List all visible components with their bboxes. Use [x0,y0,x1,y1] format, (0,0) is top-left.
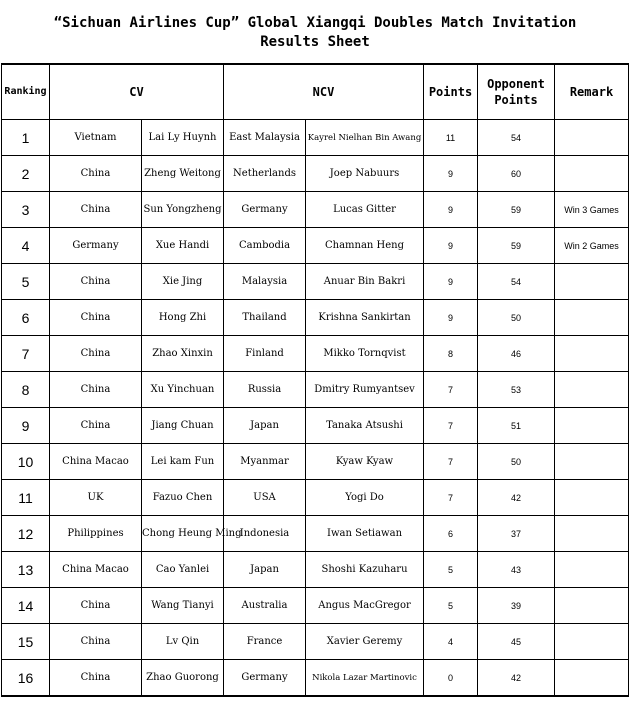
cell-cv-country: China [50,408,142,444]
cell-points: 8 [424,336,478,372]
cell-points: 7 [424,408,478,444]
cell-remark [555,552,629,588]
cell-cv-country: China [50,336,142,372]
cell-cv-player: Cao Yanlei [142,552,224,588]
cell-remark [555,120,629,156]
cell-points: 7 [424,444,478,480]
cell-remark [555,660,629,697]
cell-ncv-player: Shoshi Kazuharu [306,552,424,588]
cell-ncv-player: Krishna Sankirtan [306,300,424,336]
cell-points: 5 [424,588,478,624]
cell-remark [555,516,629,552]
cell-rank: 13 [2,552,50,588]
cell-ncv-country: Russia [224,372,306,408]
cell-points: 7 [424,372,478,408]
cell-rank: 11 [2,480,50,516]
table-row [2,624,629,660]
cell-ncv-country: Malaysia [224,264,306,300]
cell-ncv-country: Japan [224,408,306,444]
cell-cv-country: Philippines [50,516,142,552]
cell-cv-country: China [50,588,142,624]
cell-points: 9 [424,264,478,300]
cell-cv-player: Sun Yongzheng [142,192,224,228]
table-row [2,120,629,156]
cell-cv-player: Fazuo Chen [142,480,224,516]
cell-ncv-country: USA [224,480,306,516]
cell-ncv-country: Australia [224,588,306,624]
cell-cv-country: China [50,192,142,228]
cell-points: 5 [424,552,478,588]
cell-remark [555,588,629,624]
cell-ncv-player: Joep Nabuurs [306,156,424,192]
cell-cv-player: Xu Yinchuan [142,372,224,408]
cell-ncv-player: Chamnan Heng [306,228,424,264]
table-row [2,480,629,516]
cell-cv-country: China Macao [50,444,142,480]
cell-ncv-country: Myanmar [224,444,306,480]
cell-points: 9 [424,300,478,336]
cell-cv-country: China [50,156,142,192]
cell-opponent-points: 60 [478,156,555,192]
cell-ncv-player: Anuar Bin Bakri [306,264,424,300]
table-header [2,64,629,120]
cell-cv-player: Zhao Xinxin [142,336,224,372]
cell-cv-country: China [50,300,142,336]
cell-cv-player: Zheng Weitong [142,156,224,192]
cell-rank: 6 [2,300,50,336]
results-table [1,63,629,697]
cell-points: 6 [424,516,478,552]
cell-cv-player: Lei kam Fun [142,444,224,480]
cell-cv-country: China [50,264,142,300]
cell-opponent-points: 46 [478,336,555,372]
cell-opponent-points: 50 [478,300,555,336]
header-cv: CV [50,64,224,120]
cell-rank: 14 [2,588,50,624]
cell-opponent-points: 59 [478,228,555,264]
cell-rank: 3 [2,192,50,228]
cell-opponent-points: 54 [478,264,555,300]
cell-ncv-player: Iwan Setiawan [306,516,424,552]
table-row [2,444,629,480]
cell-ncv-country: Germany [224,192,306,228]
cell-rank: 10 [2,444,50,480]
cell-rank: 15 [2,624,50,660]
header-opponent-points-line2: Points [494,93,538,107]
cell-points: 9 [424,228,478,264]
cell-remark [555,156,629,192]
cell-ncv-player: Kayrel Nielhan Bin Awang [306,120,424,156]
cell-rank: 1 [2,120,50,156]
cell-cv-player: Zhao Guorong [142,660,224,697]
title-line-2: Results Sheet [260,34,370,50]
cell-remark [555,336,629,372]
cell-opponent-points: 50 [478,444,555,480]
cell-ncv-country: Finland [224,336,306,372]
cell-points: 7 [424,480,478,516]
cell-ncv-country: Cambodia [224,228,306,264]
cell-rank: 2 [2,156,50,192]
cell-ncv-country: Netherlands [224,156,306,192]
cell-opponent-points: 42 [478,660,555,697]
cell-remark [555,444,629,480]
cell-ncv-country: France [224,624,306,660]
header-ncv: NCV [224,64,424,120]
header-remark: Remark [555,64,629,120]
cell-ncv-country: Indonesia [224,516,306,552]
cell-remark [555,408,629,444]
table-row [2,660,629,697]
cell-cv-country: China Macao [50,552,142,588]
cell-opponent-points: 37 [478,516,555,552]
cell-remark [555,372,629,408]
cell-remark [555,624,629,660]
cell-ncv-player: Tanaka Atsushi [306,408,424,444]
cell-opponent-points: 53 [478,372,555,408]
cell-rank: 8 [2,372,50,408]
cell-remark: Win 2 Games [555,228,629,264]
title-line-1: “Sichuan Airlines Cup” Global Xiangqi Doubles Match Invitation [53,15,577,31]
cell-cv-player: Chong Heung Ming [142,516,224,552]
cell-cv-country: China [50,660,142,697]
header-ranking: Ranking [2,64,50,120]
cell-points: 9 [424,156,478,192]
cell-remark: Win 3 Games [555,192,629,228]
cell-remark [555,300,629,336]
cell-rank: 12 [2,516,50,552]
cell-cv-country: UK [50,480,142,516]
table-row [2,408,629,444]
cell-rank: 4 [2,228,50,264]
cell-cv-player: Lv Qin [142,624,224,660]
cell-ncv-country: Thailand [224,300,306,336]
cell-cv-country: Germany [50,228,142,264]
header-opponent-points-line1: Opponent [487,77,545,91]
cell-rank: 9 [2,408,50,444]
cell-ncv-country: East Malaysia [224,120,306,156]
table-row [2,552,629,588]
cell-cv-player: Hong Zhi [142,300,224,336]
cell-points: 9 [424,192,478,228]
cell-cv-country: China [50,624,142,660]
cell-rank: 5 [2,264,50,300]
cell-ncv-player: Kyaw Kyaw [306,444,424,480]
document-title [0,0,630,52]
cell-opponent-points: 39 [478,588,555,624]
cell-cv-player: Jiang Chuan [142,408,224,444]
cell-ncv-player: Xavier Geremy [306,624,424,660]
cell-cv-player: Wang Tianyi [142,588,224,624]
cell-cv-player: Xie Jing [142,264,224,300]
cell-opponent-points: 54 [478,120,555,156]
cell-ncv-player: Mikko Tornqvist [306,336,424,372]
cell-points: 0 [424,660,478,697]
cell-points: 11 [424,120,478,156]
table-body [2,120,629,697]
cell-remark [555,264,629,300]
cell-ncv-player: Dmitry Rumyantsev [306,372,424,408]
cell-ncv-player: Yogi Do [306,480,424,516]
table-row [2,192,629,228]
cell-opponent-points: 59 [478,192,555,228]
cell-rank: 7 [2,336,50,372]
table-row [2,228,629,264]
cell-opponent-points: 45 [478,624,555,660]
cell-cv-player: Xue Handi [142,228,224,264]
cell-cv-country: Vietnam [50,120,142,156]
table-row [2,156,629,192]
header-opponent-points [478,64,555,120]
cell-cv-player: Lai Ly Huynh [142,120,224,156]
cell-rank: 16 [2,660,50,697]
table-row [2,336,629,372]
cell-opponent-points: 51 [478,408,555,444]
table-row [2,516,629,552]
cell-opponent-points: 43 [478,552,555,588]
cell-ncv-country: Germany [224,660,306,697]
cell-ncv-player: Lucas Gitter [306,192,424,228]
cell-cv-country: China [50,372,142,408]
table-row [2,588,629,624]
cell-ncv-player: Angus MacGregor [306,588,424,624]
cell-ncv-player: Nikola Lazar Martinovic [306,660,424,697]
table-row [2,264,629,300]
table-row [2,372,629,408]
cell-ncv-country: Japan [224,552,306,588]
table-row [2,300,629,336]
cell-points: 4 [424,624,478,660]
cell-opponent-points: 42 [478,480,555,516]
cell-remark [555,480,629,516]
header-points: Points [424,64,478,120]
